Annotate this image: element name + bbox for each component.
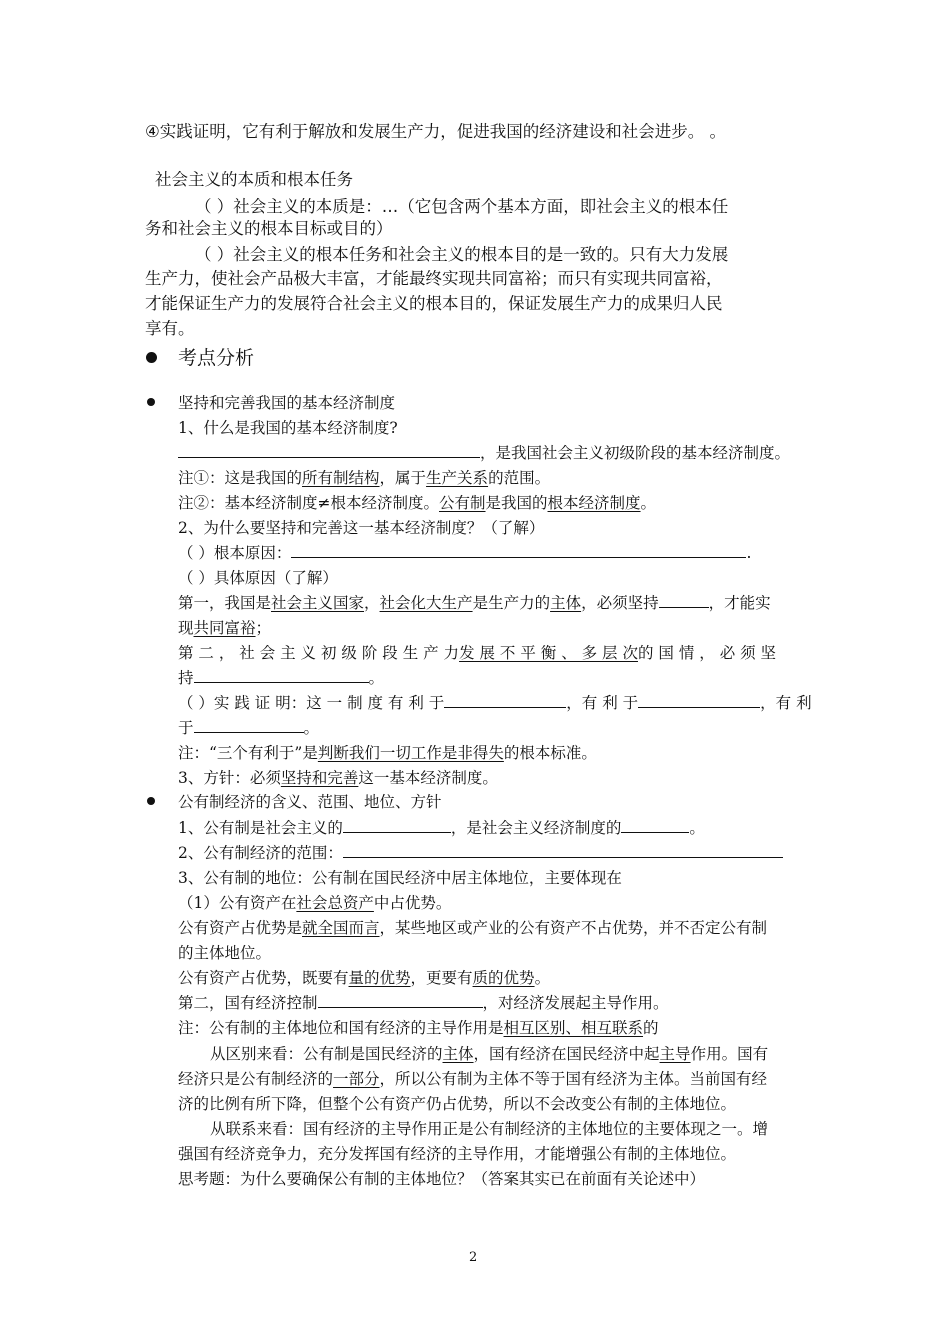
- public-item-2: 2、公有制经济的范围：: [178, 841, 783, 863]
- difference-para-line2: 经济只是公有制经济的一部分，所以公有制为主体不等于国有经济为主体。当前国有经: [178, 1070, 768, 1088]
- answer-blank[interactable]: [194, 668, 369, 683]
- task-para-line3: 才能保证生产力的发展符合社会主义的根本目的，保证发展生产力的成果归人民: [145, 294, 723, 313]
- note-1: 注①：这是我国的所有制结构，属于生产关系的范围。: [178, 469, 551, 487]
- answer-blank[interactable]: [638, 693, 760, 708]
- answer-blank[interactable]: [621, 818, 689, 833]
- root-cause-line: （ ）根本原因： .: [178, 544, 752, 562]
- answer-blank[interactable]: [659, 593, 709, 608]
- question-1: 1、什么是我国的基本经济制度?: [178, 419, 398, 437]
- note-three-benefits: 注：“三个有利于”是判断我们一切工作是非得失的根本标准。: [178, 744, 597, 762]
- bullet-icon: [147, 797, 155, 805]
- page-number: 2: [469, 1250, 478, 1265]
- section-title: 考点分析: [178, 347, 255, 369]
- answer-blank[interactable]: [178, 443, 480, 458]
- essence-para-line1: （ ）社会主义的本质是：…（它包含两个基本方面，即社会主义的根本任: [195, 197, 729, 216]
- question-3-policy: 3、方针：必须坚持和完善这一基本经济制度。: [178, 769, 498, 787]
- essence-para-line2: 务和社会主义的根本目标或目的）: [145, 219, 393, 238]
- answer-blank[interactable]: [291, 543, 746, 558]
- public-item-3: 3、公有制的地位：公有制在国民经济中居主体地位，主要体现在: [178, 869, 622, 887]
- public-item-1: 1、公有制是社会主义的 ，是社会主义经济制度的 。: [178, 819, 705, 837]
- answer-blank[interactable]: [318, 993, 483, 1008]
- section-bullet-icon: [146, 352, 157, 363]
- practice-proof-line: ④实践证明，它有利于解放和发展生产力，促进我国的经济建设和社会进步。 。: [145, 122, 727, 141]
- specific-cause-label: （ ）具体原因（了解）: [178, 569, 338, 587]
- practice-proof-q-line1: （ ）实 践 证 明：这 一 制 度 有 利 于 ，有 利 于 ，有 利: [178, 694, 812, 712]
- task-para-line4: 享有。: [145, 319, 195, 338]
- connection-para-line2: 强国有经济竞争力，充分发挥国有经济的主导作用，才能增强公有制的主体地位。: [178, 1145, 737, 1163]
- task-para-line2: 生产力，使社会产品极大丰富，才能最终实现共同富裕；而只有实现共同富裕，: [145, 269, 723, 288]
- reason-1-line1: 第一，我国是社会主义国家，社会化大生产是生产力的主体，必须坚持 ，才能实: [178, 594, 771, 612]
- answer-blank[interactable]: [343, 818, 451, 833]
- question-1-answer-line: ，是我国社会主义初级阶段的基本经济制度。: [178, 441, 790, 463]
- difference-para-line1: 从区别来看：公有制是国民经济的主体，国有经济在国民经济中起主导作用。国有: [210, 1045, 769, 1063]
- state-economy-control: 第二，国有经济控制 ，对经济发展起主导作用。: [178, 994, 669, 1012]
- thinking-question: 思考题：为什么要确保公有制的主体地位？（答案其实已在前面有关论述中）: [178, 1170, 706, 1188]
- public-point-1: （1）公有资产在社会总资产中占优势。: [178, 894, 452, 912]
- practice-proof-q-line2: 于 。: [178, 719, 320, 737]
- answer-blank[interactable]: [343, 843, 783, 858]
- topic-title-public-ownership: 公有制经济的含义、范围、地位、方针: [178, 793, 442, 811]
- answer-blank[interactable]: [194, 718, 304, 733]
- difference-para-line3: 济的比例有所下降，但整个公有资产仍占优势，所以不会改变公有制的主体地位。: [178, 1095, 737, 1113]
- reason-1-line2: 现共同富裕；: [178, 619, 272, 637]
- public-assets-para-line1: 公有资产占优势是就全国而言，某些地区或产业的公有资产不占优势，并不否定公有制: [178, 919, 768, 937]
- public-assets-para-line2: 的主体地位。: [178, 944, 272, 962]
- public-assets-quality: 公有资产占优势，既要有量的优势，更要有质的优势。: [178, 969, 551, 987]
- topic-title-basic-system: 坚持和完善我国的基本经济制度: [178, 394, 396, 412]
- bullet-icon: [147, 398, 155, 406]
- question-2: 2、为什么要坚持和完善这一基本经济制度？（了解）: [178, 519, 545, 537]
- note-2: 注②：基本经济制度≠根本经济制度。公有制是我国的根本经济制度。: [178, 494, 657, 512]
- note-relation: 注：公有制的主体地位和国有经济的主导作用是相互区别、相互联系的: [178, 1019, 659, 1037]
- answer-blank[interactable]: [444, 693, 566, 708]
- reason-2-line1: 第 二 ， 社 会 主 义 初 级 阶 段 生 产 力发 展 不 平 衡 、 多 层 次的 国 情 ， 必 须 坚: [178, 644, 777, 662]
- subheading-essence: 社会主义的本质和根本任务: [155, 170, 353, 189]
- connection-para-line1: 从联系来看：国有经济的主导作用正是公有制经济的主体地位的主要体现之一。增: [210, 1120, 769, 1138]
- reason-2-line2: 持 。: [178, 669, 385, 687]
- task-para-line1: （ ）社会主义的根本任务和社会主义的根本目的是一致的。只有大力发展: [195, 245, 729, 264]
